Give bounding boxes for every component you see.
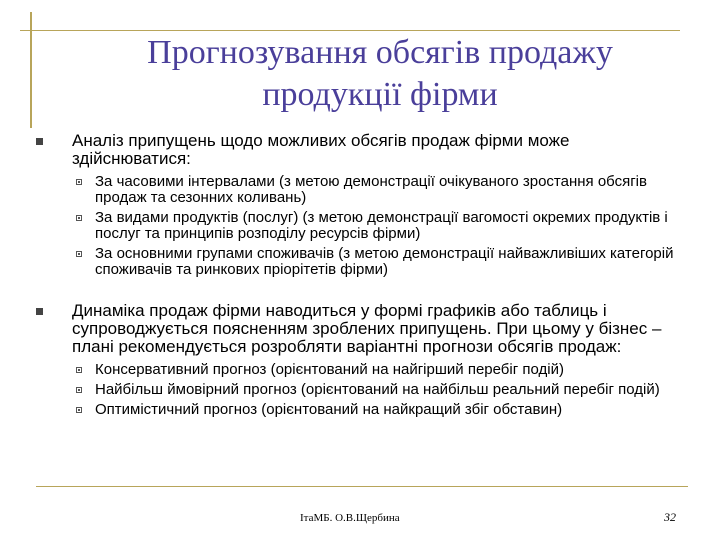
sub-bullet-text: Консервативний прогноз (орієнтований на найгірший перебіг подій): [95, 361, 564, 378]
page-number: 32: [664, 510, 676, 524]
sub-bullet-text: За видами продуктів (послуг) (з метою демонстрації вагомості окремих продуктів і послуг та принципів розподілу ресурсів фірми): [95, 209, 668, 242]
decorative-bottom-rule: [36, 486, 688, 487]
sub-bullet-text: Найбільш ймовірний прогноз (орієнтований на найбільш реальний перебіг подій): [95, 381, 660, 398]
slide-title: [80, 32, 680, 116]
sub-bullet-text: За часовими інтервалами (з метою демонстрації очікуваного зростання обсягів продаж та сезонних коливань): [95, 173, 647, 206]
sub-bullet-item: [95, 402, 676, 418]
sub-bullet-item: [95, 362, 676, 378]
hollow-square-bullet-icon: [76, 251, 82, 257]
square-bullet-icon: [36, 308, 43, 315]
sub-bullet-item: [95, 246, 676, 278]
hollow-square-bullet-icon: [76, 407, 82, 413]
bullet-point-1: [36, 132, 676, 278]
hollow-square-bullet-icon: [76, 387, 82, 393]
hollow-square-bullet-icon: [76, 179, 82, 185]
square-bullet-icon: [36, 138, 43, 145]
sub-bullet-item: [95, 382, 676, 398]
bullet-point-text: Динаміка продаж фірми наводиться у формі графиків або таблиць і супроводжується поясненням зроблених припущень. При цьому у бізнес – плані рекомендується розробляти варіантні прогнози обсягів продаж:: [72, 301, 662, 356]
bullet-point-text: Аналіз припущень щодо можливих обсягів продаж фірми може здійснюватися:: [72, 131, 570, 168]
hollow-square-bullet-icon: [76, 367, 82, 373]
sub-bullet-item: [95, 174, 676, 206]
footer-author: ІтаМБ. О.В.Щербина: [300, 512, 400, 524]
decorative-top-rule: [20, 30, 680, 31]
bullet-point-2: [36, 302, 676, 418]
sub-bullet-item: [95, 210, 676, 242]
slide-title-line-1: Прогнозування обсягів продажу: [147, 34, 613, 71]
sub-bullet-text: Оптимістичний прогноз (орієнтований на найкращий збіг обставин): [95, 401, 563, 418]
hollow-square-bullet-icon: [76, 215, 82, 221]
slide-title-line-2: продукції фірми: [262, 76, 498, 113]
sub-bullet-text: За основними групами споживачів (з метою демонстрації найважливіших категорій споживачів та ринкових пріорітетів фірми): [95, 245, 674, 278]
